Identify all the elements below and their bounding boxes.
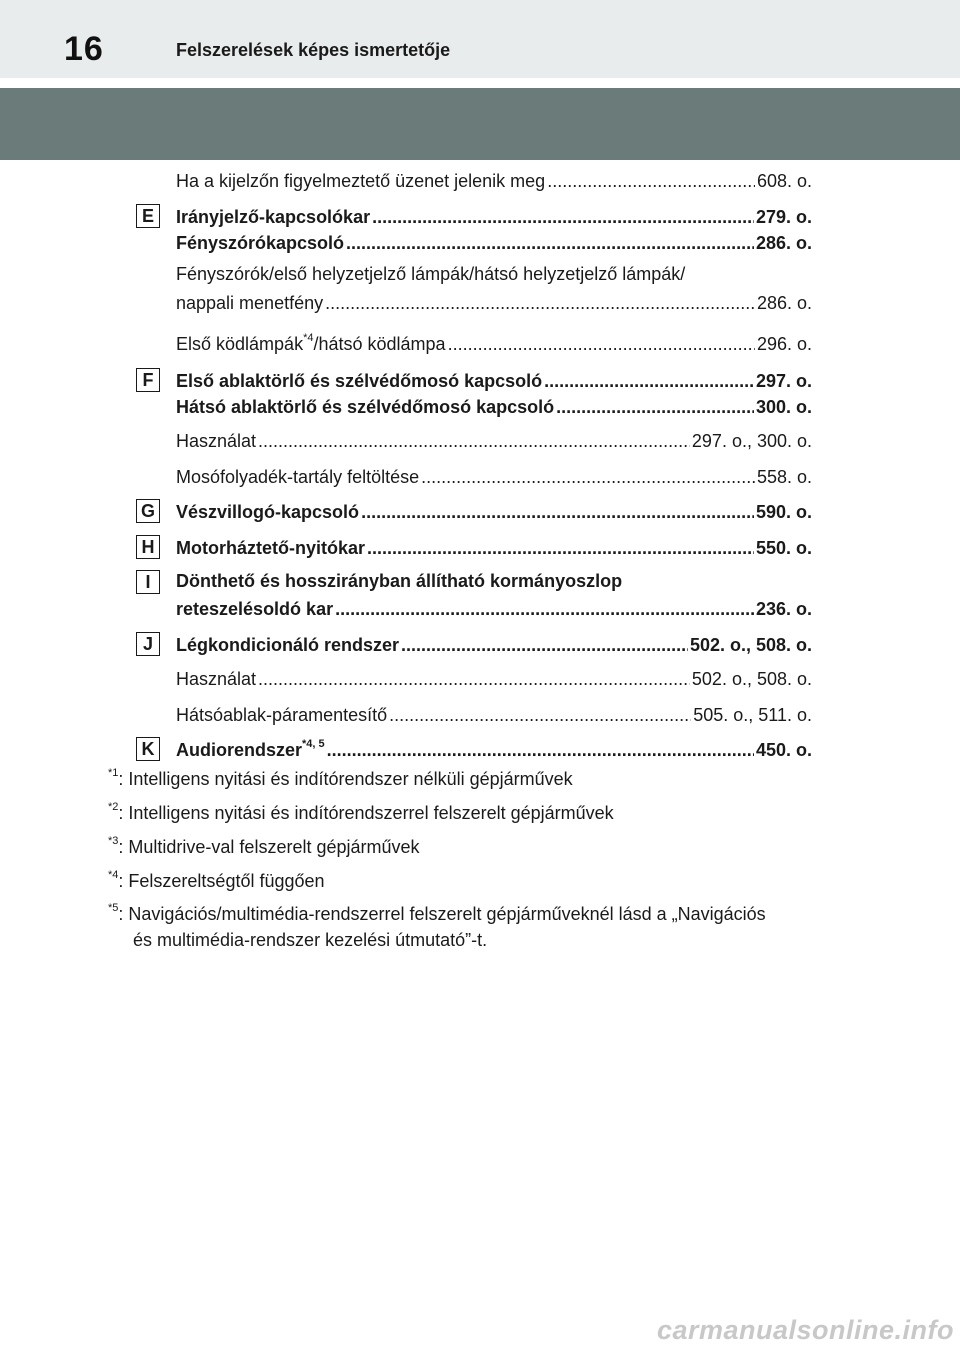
header-band	[0, 88, 960, 160]
footnote: $^{*2}$: Intelligens nyitási és indítórendszerrel felszerelt gépjárművek	[108, 801, 614, 823]
list-item: Légkondicionáló rendszer ..... 502. o., 508. o.	[176, 630, 812, 656]
list-item: Motorháztető-nyitókar ..... 550. o.	[176, 533, 812, 559]
watermark: carmanualsonline.info	[656, 1315, 954, 1345]
list-item: Használat ..... 297. o., 300. o.	[176, 426, 812, 452]
footnote: $^{*1}$: Intelligens nyitási és indítórendszer nélküli gépjárművek	[108, 767, 573, 789]
section-letter-k: K	[136, 737, 160, 761]
list-item: Hátsó ablaktörlő és szélvédőmosó kapcsoló ..... 300. o.	[176, 392, 812, 418]
list-item: Hátsóablak-páramentesítő ..... 505. o., 511. o.	[176, 700, 812, 726]
footnote: $^{*3}$: Multidrive-val felszerelt gépjárművek	[108, 835, 420, 857]
list-item: Első ablaktörlő és szélvédőmosó kapcsoló ..... 297. o.	[176, 366, 812, 392]
list-item: Mosófolyadék-tartály feltöltése ..... 558. o.	[176, 462, 812, 488]
page-header	[0, 0, 960, 78]
section-letter-g: G	[136, 499, 160, 523]
section-letter-j: J	[136, 632, 160, 656]
list-item: Ha a kijelzőn figyelmeztető üzenet jelenik meg ..... 608. o.	[176, 166, 812, 192]
list-item: Vészvillogó-kapcsoló ..... 590. o.	[176, 497, 812, 523]
footnote: $^{*4}$: Felszereltségtől függően	[108, 869, 325, 891]
footnote: $^{*5}$: Navigációs/multimédia-rendszerrel felszerelt gépjárműveknél lásd a „Navigációs	[108, 902, 766, 924]
list-item: reteszelésoldó kar ..... 236. o.	[176, 594, 812, 620]
section-letter-e: E	[136, 204, 160, 228]
list-item: Használat ..... 502. o., 508. o.	[176, 664, 812, 690]
list-item-line1: Dönthető és hosszirányban állítható kormányoszlop	[176, 571, 623, 591]
section-letter-f: F	[136, 368, 160, 392]
page-number: 16	[64, 30, 104, 68]
list-item: Audiorendszer$^{*4, 5}$ ..... 450. o.	[176, 735, 812, 761]
footnote-continuation: és multimédia-rendszer kezelési útmutató”-t.	[133, 930, 488, 950]
list-item: Első ködlámpák$^{*4}$/hátsó ködlámpa ..... 296. o.	[176, 329, 812, 355]
list-item: Irányjelző-kapcsolókar ..... 279. o.	[176, 202, 812, 228]
list-item: Fényszórókapcsoló ..... 286. o.	[176, 228, 812, 254]
section-letter-h: H	[136, 535, 160, 559]
page-title: Felszerelések képes ismertetője	[176, 40, 451, 60]
list-item-line1: Fényszórók/első helyzetjelző lámpák/hátsó helyzetjelző lámpák/	[176, 264, 686, 284]
list-item: nappali menetfény ..... 286. o.	[176, 288, 812, 314]
section-letter-i: I	[136, 570, 160, 594]
